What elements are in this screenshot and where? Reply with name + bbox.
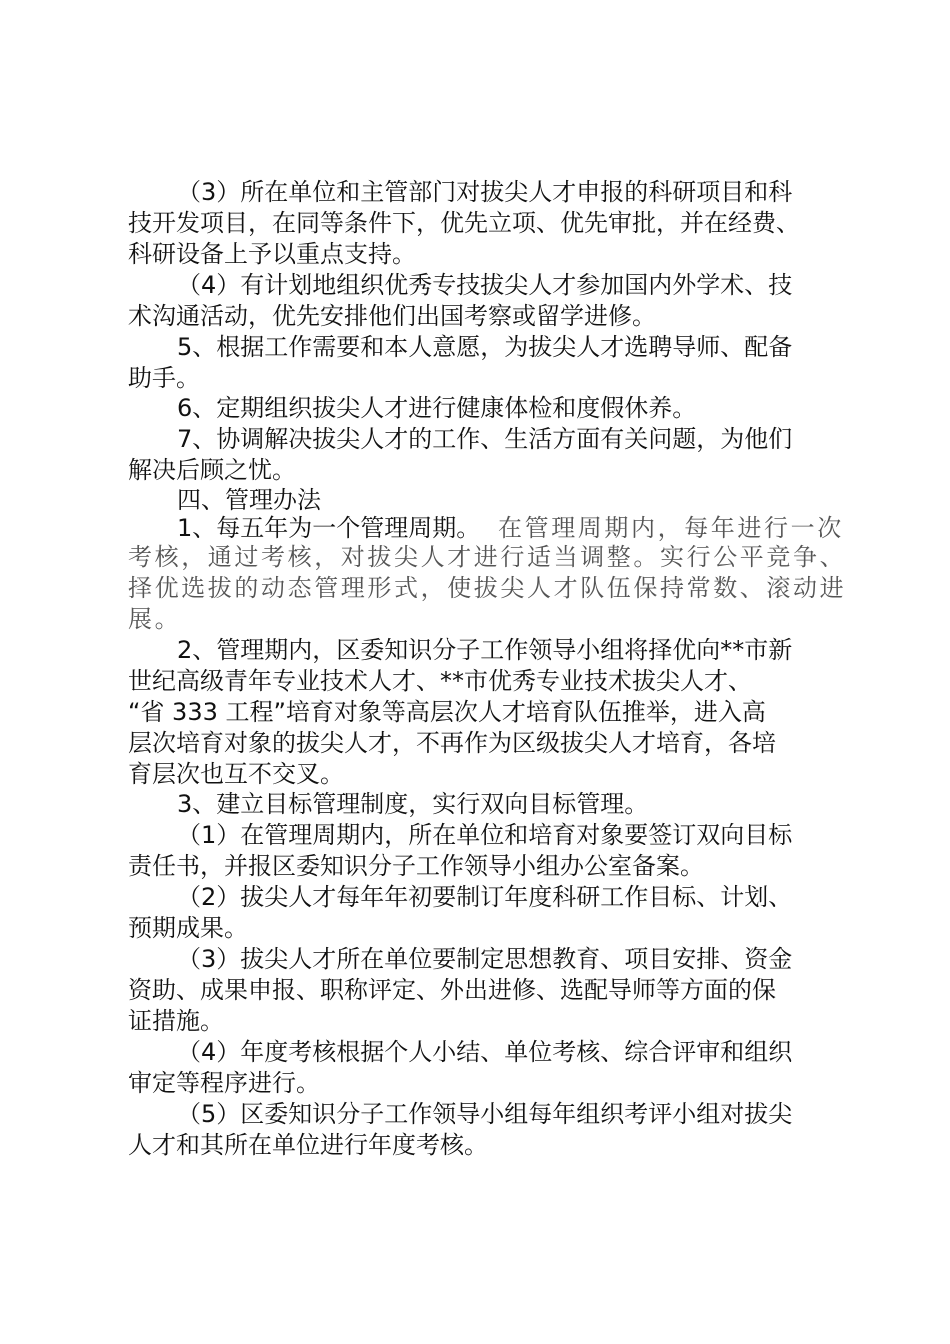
text-line: 层次培育对象的拔尖人才，不再作为区级拔尖人才培育，各培: [128, 729, 776, 757]
text-line: 术沟通活动，优先安排他们出国考察或留学进修。: [128, 302, 656, 330]
text-line: 展。: [128, 605, 182, 633]
text-line: 科研设备上予以重点支持。: [128, 240, 416, 268]
text-line: （1）在管理周期内，所在单位和培育对象要签订双向目标: [177, 821, 793, 849]
text-line: 择优选拔的动态管理形式，使拔尖人才队伍保持常数、滚动进: [128, 574, 847, 602]
text-line: 3、建立目标管理制度，实行双向目标管理。: [177, 790, 649, 818]
text-line: 考核，通过考核，对拔尖人才进行适当调整。实行公平竞争、: [128, 543, 847, 571]
section-heading: 四、管理办法: [177, 486, 321, 514]
text-line: （3）所在单位和主管部门对拔尖人才申报的科研项目和科: [177, 178, 793, 206]
text-line: 人才和其所在单位进行年度考核。: [128, 1131, 488, 1159]
text-line: 审定等程序进行。: [128, 1069, 320, 1097]
text-line: 在管理周期内，每年进行一次: [498, 514, 844, 542]
text-line: 2、管理期内，区委知识分子工作领导小组将择优向**市新: [177, 636, 793, 664]
text-line: 1、每五年为一个管理周期。: [177, 514, 481, 542]
text-line: （4）有计划地组织优秀专技拔尖人才参加国内外学术、技: [177, 271, 793, 299]
text-line: 预期成果。: [128, 914, 248, 942]
text-line: （2）拔尖人才每年年初要制订年度科研工作目标、计划、: [177, 883, 793, 911]
text-line: 解决后顾之忧。: [128, 456, 296, 484]
text-line: 5、根据工作需要和本人意愿，为拔尖人才选聘导师、配备: [177, 333, 793, 361]
text-line: （5）区委知识分子工作领导小组每年组织考评小组对拔尖: [177, 1100, 793, 1128]
text-line: 资助、成果申报、职称评定、外出进修、选配导师等方面的保: [128, 976, 776, 1004]
text-line: 育层次也互不交叉。: [128, 760, 344, 788]
text-line: （4）年度考核根据个人小结、单位考核、综合评审和组织: [177, 1038, 793, 1066]
text-line: 7、协调解决拔尖人才的工作、生活方面有关问题，为他们: [177, 425, 793, 453]
text-line: 6、定期组织拔尖人才进行健康体检和度假休养。: [177, 394, 697, 422]
text-line: 世纪高级青年专业技术人才、**市优秀专业技术拔尖人才、: [128, 667, 752, 695]
text-line: （3）拔尖人才所在单位要制定思想教育、项目安排、资金: [177, 945, 793, 973]
text-line: 技开发项目，在同等条件下，优先立项、优先审批，并在经费、: [128, 209, 800, 237]
text-line: “省 333 工程”培育对象等高层次人才培育队伍推举，进入高: [128, 698, 766, 726]
text-line: 助手。: [128, 364, 200, 392]
text-line: 责任书，并报区委知识分子工作领导小组办公室备案。: [128, 852, 704, 880]
text-line: 证措施。: [128, 1007, 224, 1035]
